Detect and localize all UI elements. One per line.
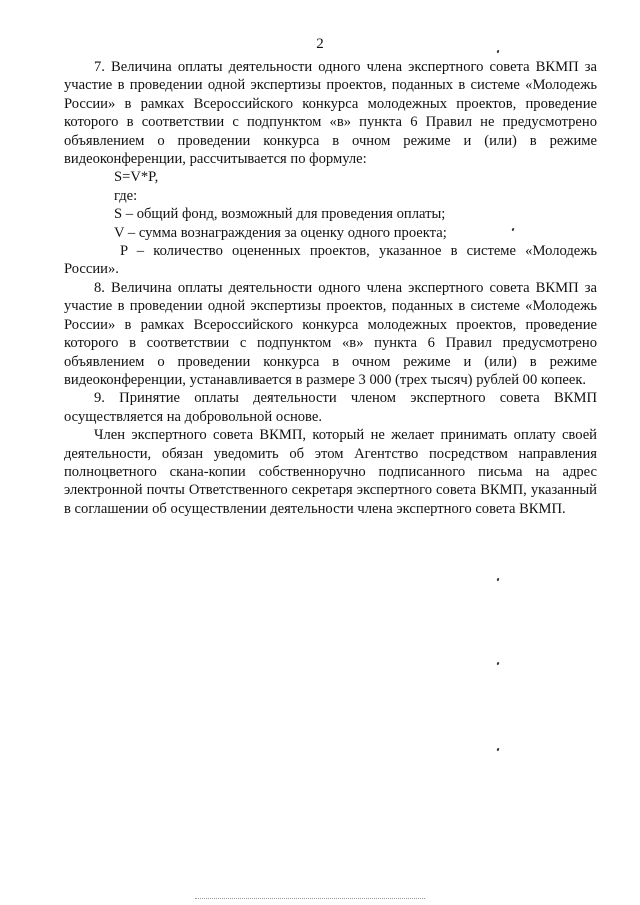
formula: S=V*P, [114, 169, 159, 186]
page-number: 2 [316, 36, 324, 52]
paragraph-9: 9. Принятие оплаты деятельности членом экспертного совета ВКМП осуществляется на добровольной основе. [64, 390, 597, 425]
formula-p-definition: P – количество оцененных проектов, указанное в системе «Молодежь России». [64, 243, 597, 278]
document-body [64, 58, 597, 518]
scan-edge-line [195, 898, 425, 899]
formula-where: где: [114, 187, 138, 204]
scan-speck [496, 578, 499, 582]
scan-speck [496, 748, 499, 752]
paragraph-8: 8. Величина оплаты деятельности одного члена экспертного совета ВКМП за участие в проведении одной экспертизы проектов, поданных в системе «Молодежь России» в рамках Всероссийского конкурса молодежных проектов, проведение которого в соответствии с подпунктом «в» пункта 6 Правил предусмотрено объявлением о проведении конкурса в очном режиме и (или) в режиме видеоконференции, устанавливается в размере 3 000 (трех тысяч) рублей 00 копеек. [64, 279, 597, 388]
formula-s-definition: S – общий фонд, возможный для проведения оплаты; [114, 206, 446, 223]
scan-speck [496, 662, 499, 666]
paragraph-7: 7. Величина оплаты деятельности одного члена экспертного совета ВКМП за участие в проведении одной экспертизы проектов, поданных в системе «Молодежь России» в рамках Всероссийского конкурса молодежных проектов, проведение которого в соответствии с подпунктом «в» пункта 6 Правил не предусмотрено объявлением о проведении конкурса в очном режиме и (или) в режиме видеоконференции, рассчитывается по формуле: [64, 59, 597, 168]
paragraph-refusal-notice: Член экспертного совета ВКМП, который не желает принимать оплату своей деятельности, обязан уведомить об этом Агентство посредством направления полноцветного скана-копии собственноручно подписанного письма на адрес электронной почты Ответственного секретаря экспертного совета ВКМП, указанный в соглашении об осуществлении деятельности члена экспертного совета ВКМП. [64, 427, 597, 517]
formula-v-definition: V – сумма вознаграждения за оценку одного проекта; [114, 224, 447, 241]
